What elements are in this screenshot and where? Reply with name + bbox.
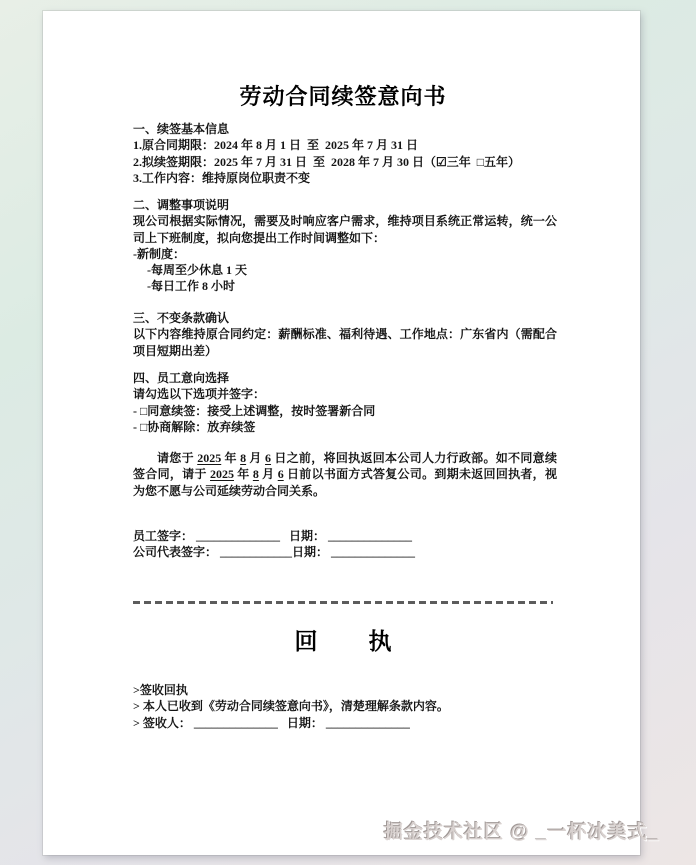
section2-heading: 二、调整事项说明 (133, 198, 230, 212)
original-contract-term-line: 1.原合同期限：2024 年 8 月 1 日 至 2025 年 7 月 31 日 (133, 138, 419, 153)
return-deadline-paragraph: 请您于 2025 年 8 月 6 日之前，将回执返回本公司人力行政部。如不同意续签合同，请于 2025 年 8 月 6 日前以书面方式答复公司。到期未返回回执者，视为您不愿与公司延续劳动合同关系。 (133, 451, 557, 498)
policy-item-rest: -每周至少休息 1 天 (147, 263, 247, 278)
renewal-term-line: 2.拟续签期限：2025 年 7 月 31 日 至 2028 年 7 月 30 日（☑三年 □五年） (133, 154, 521, 169)
receipt-confirm-line: > 本人已收到《劳动合同续签意向书》，清楚理解条款内容。 (133, 699, 449, 714)
document-page (43, 11, 640, 855)
receipt-section (133, 682, 557, 731)
section4-heading: 四、员工意向选择 (133, 371, 230, 385)
section-unchanged-terms (133, 310, 557, 359)
choice-intro: 请勾选以下选项并签字： (133, 387, 266, 402)
section3-heading: 三、不变条款确认 (133, 311, 230, 325)
new-policy-label: -新制度： (133, 246, 185, 261)
work-content-line: 3.工作内容：维持原岗位职责不变 (133, 170, 311, 185)
receipt-sign-line: > 签收人： ______________ 日期： ______________ (133, 715, 410, 730)
unchanged-terms-paragraph: 以下内容维持原合同约定：薪酬标准、福利待遇、工作地点：广东省内（需配合项目短期出差） (133, 327, 557, 358)
signature-area (133, 528, 557, 561)
receipt-title: 回 执 (294, 628, 392, 654)
employee-signature-line: 员工签字： ______________ 日期： ______________ (133, 529, 413, 543)
option-negotiated-termination: - □协商解除：放弃续签 (133, 419, 256, 434)
policy-item-hours: -每日工作 8 小时 (147, 279, 235, 294)
section-basic-info (133, 121, 557, 186)
community-watermark: 掘金技术社区 @ _一杯冰美式_ (384, 822, 660, 843)
option-agree-renewal: - □同意续签：接受上述调整，按时签署新合同 (133, 403, 376, 418)
section1-heading: 一、续签基本信息 (133, 122, 230, 136)
section-employee-choice (133, 370, 557, 435)
receipt-heading: >签收回执 (133, 683, 188, 697)
dashed-separator (133, 601, 553, 604)
adjustment-paragraph: 现公司根据实际情况，需要及时响应客户需求，维持项目系统正常运转，统一公司上下班制度，拟向您提出工作时间调整如下： (133, 214, 557, 245)
section-adjustments (133, 197, 557, 295)
document-title: 劳动合同续签意向书 (239, 84, 447, 109)
company-signature-line: 公司代表签字： ____________日期： ______________ (133, 545, 416, 560)
